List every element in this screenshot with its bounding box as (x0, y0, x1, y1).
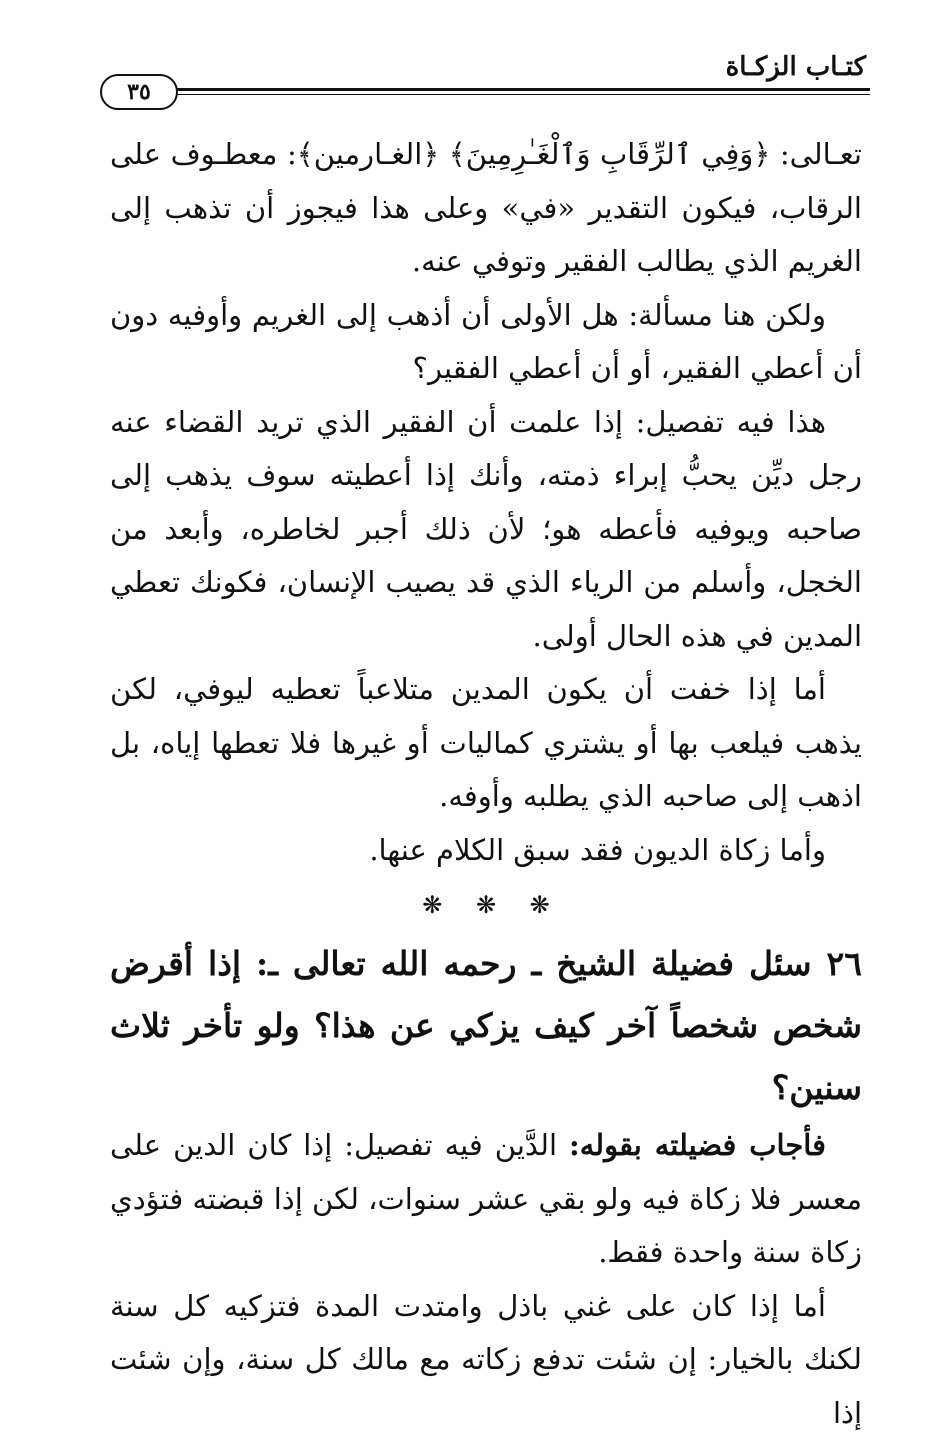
paragraph-exception: أما إذا خفت أن يكون المدين متلاعباً تعطيه ليوفي، لكن يذهب فيلعب بها أو يشتري كماليات أو غيرها فلا تعطها إياه، بل اذهب إلى صاحبه الذي يطلبه وأوفه. (110, 663, 862, 824)
paragraph-last: أما إذا كان على غني باذل وامتدت المدة فتزكيه كل سنة لكنك بالخيار: إن شئت تدفع زكاته مع مالك كل سنة، وإن شئت إذا (110, 1280, 862, 1440)
answer-lead: فأجاب فضيلته بقوله: (569, 1128, 826, 1162)
page-header (100, 52, 870, 112)
answer-paragraph (110, 1119, 862, 1280)
section-separator: ❋ ❋ ❋ (110, 877, 862, 933)
header-rule-thin (172, 94, 870, 95)
question-heading: ٢٦ سئل فضيلة الشيخ ـ رحمه الله تعالى ـ: إذا أقرض شخص شخصاً آخر كيف يزكي عن هذا؟ ولو تأخر ثلاث سنين؟ (110, 933, 862, 1119)
paragraph-debts-note: وأما زكاة الديون فقد سبق الكلام عنها. (110, 824, 862, 878)
header-rule-thick (172, 88, 870, 91)
paragraph-detail: هذا فيه تفصيل: إذا علمت أن الفقير الذي تريد القضاء عنه رجل ديِّن يحبُّ إبراء ذمته، وأنك إذا أعطيته سوف يذهب إلى صاحبه ويوفيه فأعطه هو؛ لأن ذلك أجبر لخاطره، وأبعد من الخجل، وأسلم من الرياء الذي قد يصيب الإنسان، فكونك تعطي المدين في هذه الحال أولى. (110, 396, 862, 664)
page-body (110, 128, 862, 1440)
paragraph-issue: ولكن هنا مسألة: هل الأولى أن أذهب إلى الغريم وأوفيه دون أن أعطي الفقير، أو أن أعطي الفقير؟ (110, 289, 862, 396)
paragraph-continuation: تعـالى: ﴿وَفِي ٱلرِّقَابِ وَٱلْغَـٰرِمِينَ﴾ ﴿الغـارمين﴾: معطـوف على الرقاب، فيكون التقدير «في» وعلى هذا فيجوز أن تذهب إلى الغريم الذي يطالب الفقير وتوفي عنه. (110, 128, 862, 289)
book-title: كتـاب الزكـاة (726, 52, 866, 82)
answer-text: الدَّين فيه تفصيل: إذا كان الدين على معسر فلا زكاة فيه ولو بقي عشر سنوات، لكن إذا قبضته فتؤدي زكاة سنة واحدة فقط. (110, 1128, 862, 1269)
page-number: ٣٥ (100, 74, 178, 110)
